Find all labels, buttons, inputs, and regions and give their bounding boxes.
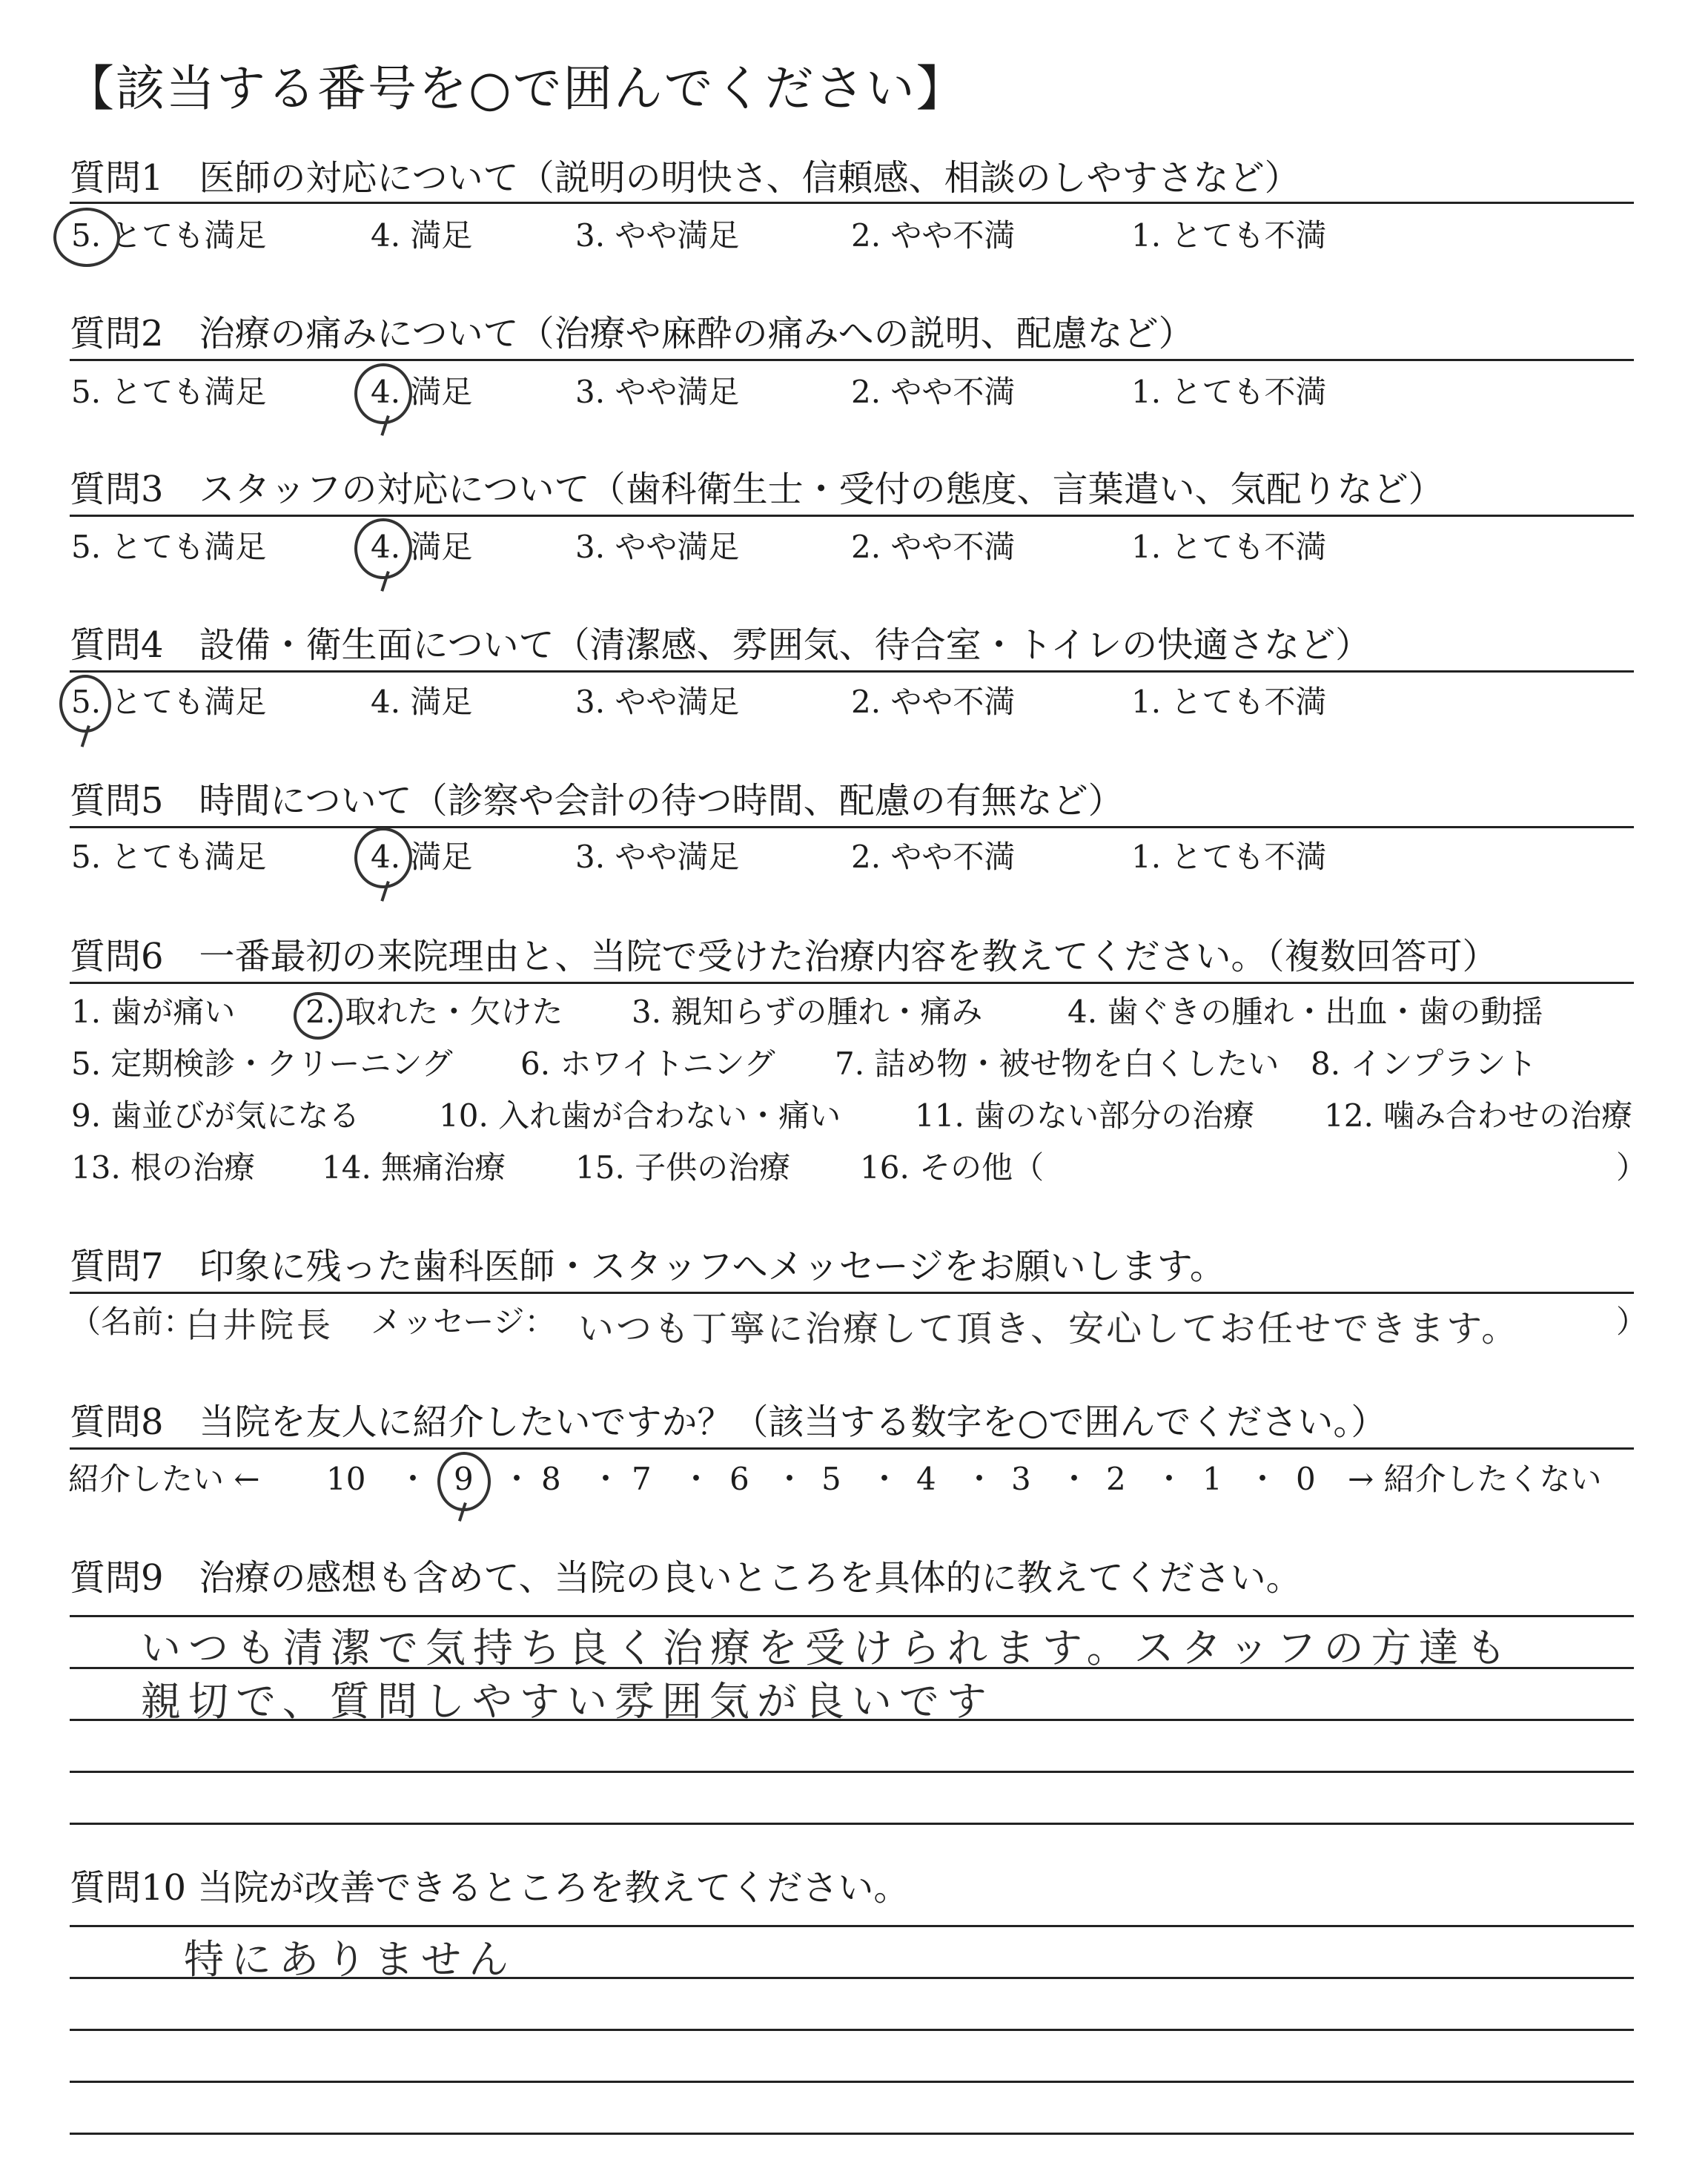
q3-option-2[interactable]: 2. やや不満	[851, 529, 1016, 565]
q4-option-5[interactable]: 5. とても満足	[71, 684, 267, 720]
q9-line-5	[70, 1823, 1634, 1825]
q2-rule	[70, 359, 1634, 361]
q1-option-4[interactable]: 4. 満足	[371, 217, 473, 254]
q8-separator: ・	[964, 1461, 996, 1497]
q6-option-4[interactable]: 4. 歯ぐきの腫れ・出血・歯の動揺	[1068, 994, 1543, 1030]
q5-option-1[interactable]: 1. とても不満	[1131, 839, 1327, 875]
q8-scale-value-7[interactable]: 7	[632, 1461, 652, 1497]
q8-separator: ・	[590, 1461, 622, 1497]
q8-separator: ・	[1153, 1461, 1185, 1497]
q3-selection-circle	[354, 518, 412, 579]
q5-option-5[interactable]: 5. とても満足	[71, 839, 267, 875]
q10-line-4	[70, 2081, 1634, 2083]
q9-title: 質問9 治療の感想も含めて、当院の良いところを具体的に教えてください。	[70, 1557, 1302, 1599]
q2-option-1[interactable]: 1. とても不満	[1131, 374, 1327, 410]
q6-option-15[interactable]: 15. 子供の治療	[575, 1149, 791, 1186]
q10-title: 質問10 当院が改善できるところを教えてください。	[70, 1867, 910, 1909]
q9-answer-line-2[interactable]: 親切で、質問しやすい雰囲気が良いです	[141, 1678, 994, 1725]
q8-separator: ・	[681, 1461, 712, 1497]
q4-rule	[70, 670, 1634, 673]
q3-option-4[interactable]: 4. 満足	[371, 529, 473, 565]
q8-separator: ・	[869, 1461, 901, 1497]
q1-selection-circle	[53, 208, 120, 267]
q5-option-4[interactable]: 4. 満足	[371, 839, 473, 875]
q6-option-11[interactable]: 11. 歯のない部分の治療	[915, 1097, 1255, 1134]
q3-title: 質問3 スタッフの対応について（歯科衛生士・受付の態度、言葉遣い、気配りなど）	[70, 469, 1444, 510]
q9-line-4	[70, 1771, 1634, 1773]
q6-option-7[interactable]: 7. 詰め物・被せ物を白くしたい	[835, 1046, 1280, 1082]
q2-selection-circle	[354, 363, 412, 424]
q4-option-4[interactable]: 4. 満足	[371, 684, 473, 720]
q6-option-5[interactable]: 5. 定期検診・クリーニング	[71, 1046, 453, 1082]
q5-rule	[70, 826, 1634, 828]
q1-option-2[interactable]: 2. やや不満	[851, 217, 1016, 254]
q8-scale-value-6[interactable]: 6	[729, 1461, 749, 1497]
q8-separator: ・	[1247, 1461, 1279, 1497]
q8-scale-value-0[interactable]: 0	[1296, 1461, 1316, 1497]
q7-close: ）	[1616, 1304, 1648, 1340]
q6-option-12[interactable]: 12. 噛み合わせの治療	[1324, 1097, 1633, 1134]
q4-option-3[interactable]: 3. やや満足	[575, 684, 740, 720]
q8-rule	[70, 1447, 1634, 1450]
q1-rule	[70, 202, 1634, 204]
q3-option-3[interactable]: 3. やや満足	[575, 529, 740, 565]
q6-title: 質問6 一番最初の来院理由と、当院で受けた治療内容を教えてください。（複数回答可）	[70, 936, 1498, 977]
q1-option-1[interactable]: 1. とても不満	[1131, 217, 1327, 254]
q8-scale-value-3[interactable]: 3	[1011, 1461, 1031, 1497]
q6-other-close: ）	[1616, 1149, 1648, 1186]
q6-rule	[70, 982, 1634, 984]
q6-option-2[interactable]: 2. 取れた・欠けた	[305, 994, 563, 1030]
q7-message-value[interactable]: いつも丁寧に治療して頂き、安心してお任せできます。	[578, 1308, 1520, 1350]
q5-selection-circle	[354, 828, 412, 888]
q7-name-value[interactable]: 白井院長	[185, 1305, 334, 1345]
q8-scale-value-4[interactable]: 4	[916, 1461, 936, 1497]
q8-scale-value-8[interactable]: 8	[541, 1461, 561, 1497]
q9-answer-line-1[interactable]: いつも清潔で気持ち良く治療を受けられます。スタッフの方達も	[141, 1625, 1514, 1671]
q10-line-3	[70, 2029, 1634, 2031]
q8-scale-value-10[interactable]: 10	[326, 1461, 366, 1497]
q8-scale-value-9[interactable]: 9	[454, 1461, 474, 1497]
q4-option-1[interactable]: 1. とても不満	[1131, 684, 1327, 720]
q6-option-10[interactable]: 10. 入れ歯が合わない・痛い	[439, 1097, 841, 1134]
q7-message-label: メッセージ：	[371, 1304, 556, 1340]
q8-separator: ・	[501, 1461, 533, 1497]
q10-line-5	[70, 2133, 1634, 2135]
q7-title: 質問7 印象に残った歯科医師・スタッフへメッセージをお願いします。	[70, 1246, 1225, 1287]
q4-title: 質問4 設備・衛生面について（清潔感、雰囲気、待合室・トイレの快適さなど）	[70, 624, 1371, 666]
q2-option-2[interactable]: 2. やや不満	[851, 374, 1016, 410]
q5-title: 質問5 時間について（診察や会計の待つ時間、配慮の有無など）	[70, 780, 1124, 822]
q8-scale-value-2[interactable]: 2	[1106, 1461, 1126, 1497]
q1-title: 質問1 医師の対応について（説明の明快さ、信頼感、相談のしやすさなど）	[70, 157, 1300, 199]
q8-separator: ・	[1059, 1461, 1090, 1497]
q3-option-5[interactable]: 5. とても満足	[71, 529, 267, 565]
q5-option-2[interactable]: 2. やや不満	[851, 839, 1016, 875]
q3-rule	[70, 515, 1634, 517]
q6-option-16[interactable]: 16. その他（	[860, 1149, 1045, 1186]
q6-option-3[interactable]: 3. 親知らずの腫れ・痛み	[632, 994, 983, 1030]
q2-option-3[interactable]: 3. やや満足	[575, 374, 740, 410]
q8-separator: ・	[774, 1461, 806, 1497]
q10-answer-line-1[interactable]: 特にありません	[184, 1936, 516, 1983]
q2-title: 質問2 治療の痛みについて（治療や麻酔の痛みへの説明、配慮など）	[70, 313, 1194, 354]
q9-line-1	[70, 1615, 1634, 1617]
q6-option-14[interactable]: 14. 無痛治療	[322, 1149, 506, 1186]
q1-option-5[interactable]: 5. とても満足	[71, 217, 267, 254]
q8-left-label: 紹介したい ←	[68, 1461, 260, 1497]
q1-option-3[interactable]: 3. やや満足	[575, 217, 740, 254]
q6-selection-circle	[294, 992, 342, 1040]
q6-option-9[interactable]: 9. 歯並びが気になる	[71, 1097, 360, 1134]
q6-option-6[interactable]: 6. ホワイトニング	[520, 1046, 775, 1082]
q7-name-label: （名前：	[70, 1304, 195, 1340]
q10-line-1	[70, 1925, 1634, 1927]
q8-title: 質問8 当院を友人に紹介したいですか？（該当する数字を○で囲んでください。）	[70, 1401, 1387, 1443]
q7-rule	[70, 1292, 1634, 1294]
q2-option-4[interactable]: 4. 満足	[371, 374, 473, 410]
q4-option-2[interactable]: 2. やや不満	[851, 684, 1016, 720]
q6-option-1[interactable]: 1. 歯が痛い	[71, 994, 236, 1030]
q8-right-label: → 紹介したくない	[1348, 1461, 1602, 1497]
q4-selection-circle	[59, 675, 111, 733]
q6-option-8[interactable]: 8. インプラント	[1311, 1046, 1537, 1082]
q8-scale-value-5[interactable]: 5	[821, 1461, 841, 1497]
q8-scale-value-1[interactable]: 1	[1202, 1461, 1222, 1497]
q2-option-5[interactable]: 5. とても満足	[71, 374, 267, 410]
q3-option-1[interactable]: 1. とても不満	[1131, 529, 1327, 565]
q5-option-3[interactable]: 3. やや満足	[575, 839, 740, 875]
page-title: 【該当する番号を○で囲んでください】	[65, 60, 967, 117]
q6-option-13[interactable]: 13. 根の治療	[71, 1149, 256, 1186]
q8-separator: ・	[397, 1461, 429, 1497]
